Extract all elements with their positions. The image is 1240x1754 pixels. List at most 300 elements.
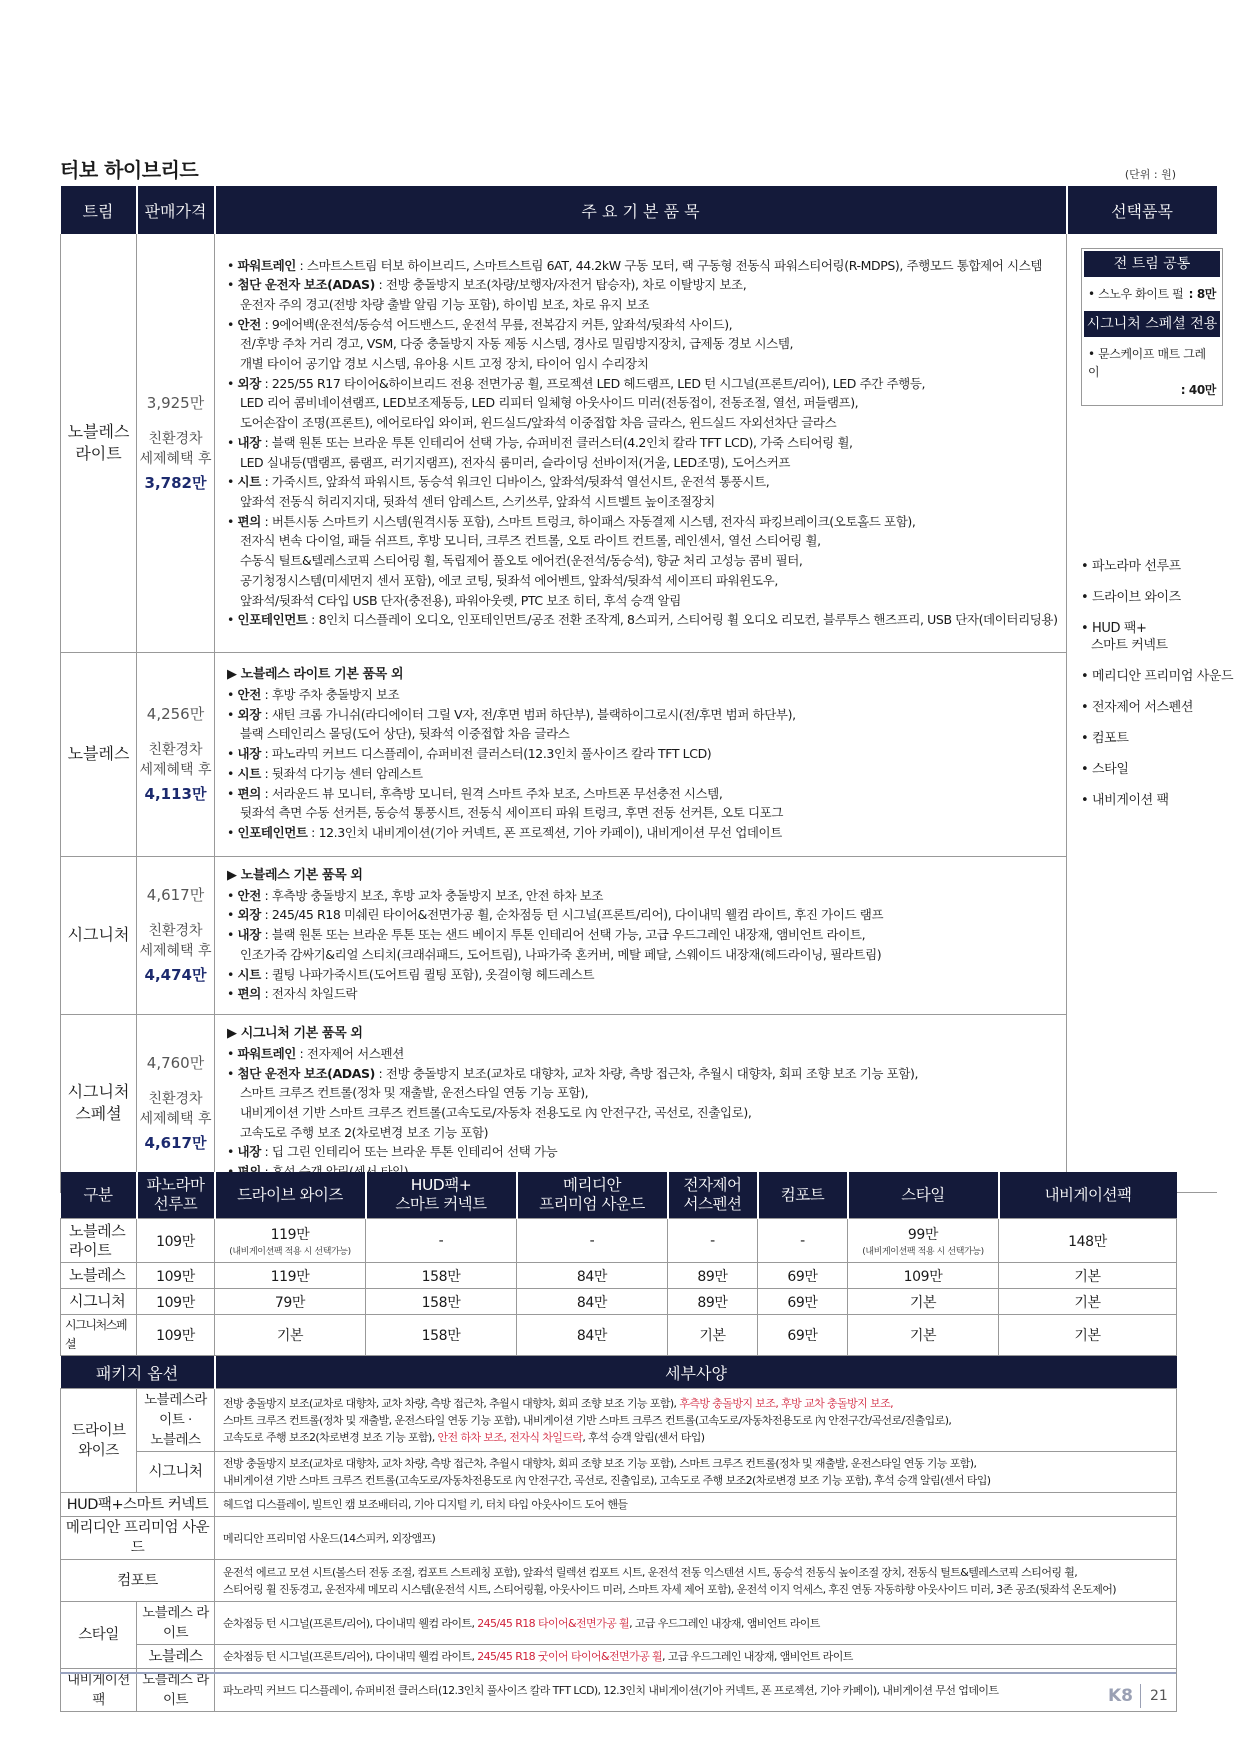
- feature-line-cont: 수동식 틸트&텔레스코픽 스티어링 휠, 독립제어 풀오토 에어컨(운전석/동승석), 향균 처리 고성능 콤비 필터,: [240, 553, 803, 569]
- spec-line: [223, 1682, 1168, 1699]
- feature-line-cont: 블랙 스테인리스 몰딩(도어 상단), 뒷좌석 이중접합 차음 글라스: [240, 726, 570, 742]
- option-price: 109만: [156, 1294, 195, 1311]
- package-row: [61, 1389, 1177, 1452]
- feature-line-cont: 도어손잡이 조명(프론트), 에어로타입 와이퍼, 윈드실드/앞좌석 이중접합 차음 글라스, 윈드실드 자외선차단 글라스: [240, 415, 837, 431]
- package-row: [61, 1669, 1177, 1712]
- feature-text: : 퀼팅 나파가죽시트(도어트림 퀼팅 포함), 옷걸이형 헤드레스트: [260, 966, 595, 982]
- trim-row: [61, 652, 1217, 856]
- option-price: 109만: [903, 1268, 943, 1285]
- spec-line: [223, 1530, 1168, 1547]
- spec-text: , 후석 승객 알림(센서 타입): [582, 1430, 705, 1444]
- option-item: • 전자제어 서스펜션: [1081, 700, 1193, 715]
- option-price: 69만: [787, 1294, 818, 1311]
- feature-line-cont: 내비게이션 기반 스마트 크루즈 컨트롤(고속도로/자동차 전용도로 內 안전구간, 곡선로, 진출입로),: [240, 1105, 752, 1120]
- package-spec: [215, 1560, 1177, 1602]
- feature-category: 시트: [237, 966, 261, 982]
- common-color-item: [1082, 279, 1222, 309]
- feature-line: • 편의 : 서라운드 뷰 모니터, 후측방 모니터, 원격 스마트 주차 보조, 스마트폰 무선충전 시스템,: [227, 785, 723, 801]
- option-price: -: [589, 1232, 595, 1249]
- trim-name-line: 라이트: [75, 443, 122, 463]
- color-name: • 문스케이프 매트 그레이: [1088, 347, 1206, 379]
- package-row: [61, 1602, 1177, 1645]
- option-price-cell: [999, 1263, 1177, 1289]
- feature-text: : 파노라믹 커브드 디스플레이, 슈퍼비전 클러스터(12.3인치 풀사이즈 칼라 TFT LCD): [260, 746, 712, 762]
- option-price: 109만: [156, 1328, 195, 1344]
- package-trim: 시그니처: [137, 1452, 215, 1493]
- feature-category: 첨단 운전자 보조(ADAS): [237, 277, 375, 293]
- feature-text: : 전방 충돌방지 보조(차량/보행자/자전거 탑승자), 차로 이탈방지 보조,: [374, 277, 747, 293]
- feature-text: : 새틴 크롬 가니쉬(라디에이터 그릴 V자, 전/후면 범퍼 하단부), 블랙하이그로시(전/후면 범퍼 하단부),: [260, 706, 796, 722]
- option-price-cell: [366, 1289, 517, 1315]
- feature-text: : 버튼시동 스마트키 시스템(원격시동 포함), 스마트 트렁크, 하이패스 자동결제 시스템, 전자식 파킹브레이크(오토홀드 포함),: [260, 513, 916, 529]
- feature-category: 편의: [237, 986, 261, 1002]
- benefit-label: 세제혜택 후: [139, 1111, 212, 1127]
- col-header-trim: 트림: [61, 186, 137, 234]
- feature-line-cont: LED 리어 콤비네이션램프, LED보조제동등, LED 리피터 일체형 아웃사이드 미러(전동접이, 전동조절, 열선, 퍼들램프),: [240, 395, 859, 411]
- trim-name: [61, 1014, 137, 1192]
- package-name: 내비게이션팩: [61, 1669, 137, 1712]
- feature-line: • 외장 : 245/45 R18 미쉐린 타이어&전면가공 휠, 순차점등 턴 시그널(프론트/리어), 다이내믹 웰컴 라이트, 후진 가이드 램프: [227, 907, 884, 923]
- package-name: 스타일: [61, 1602, 137, 1669]
- feature-line: • 파워트레인 : 전자제어 서스펜션: [227, 1045, 404, 1061]
- col-header-features: 주 요 기 본 품 목: [215, 186, 1067, 234]
- price-after-benefit: 4,113만: [144, 785, 207, 803]
- feature-text: : 블랙 원톤 또는 브라운 투톤 인테리어 선택 가능, 슈퍼비전 클러스터(4.2인치 칼라 TFT LCD), 가죽 스티어링 휠,: [260, 434, 853, 450]
- option-price-cell: [668, 1289, 758, 1315]
- feature-line-cont: 앞좌석/뒷좌석 C타입 USB 단자(충전용), 파워아웃렛, PTC 보조 히터, 후석 승객 알림: [240, 592, 681, 608]
- feature-group-header: ▶ 노블레스 기본 품목 외: [227, 868, 363, 884]
- feature-line-cont: LED 실내등(맵램프, 룸램프, 러기지램프), 전자식 룸미러, 슬라이딩 선바이저(거울, LED조명), 도어스커프: [240, 454, 791, 470]
- option-price: 109만: [156, 1233, 195, 1250]
- option-price: 119만: [270, 1268, 310, 1285]
- base-price: 4,617만: [146, 886, 205, 904]
- feature-text: : 전방 충돌방지 보조(교차로 대향차, 교차 차량, 측방 접근차, 추월시 대향차, 회피 조향 보조 기능 포함),: [374, 1065, 919, 1081]
- spec-text: 내비게이션 기반 스마트 크루즈 컨트롤(고속도로/자동차전용도로 內 안전구간, 곡선로, 진출입로), 고속도로 주행 보조2(차로변경 보조 기능 포함), 후석 승객 알림(센서 타입): [223, 1474, 991, 1487]
- trim-price: [137, 652, 215, 856]
- feature-line-cont: 인조가죽 감싸기&리얼 스티치(크래쉬패드, 도어트림), 나파가죽 혼커버, 메탈 페달, 스웨이드 내장재(헤드라이닝, 필라트림): [240, 946, 882, 962]
- spec-line: [223, 1412, 1168, 1429]
- base-price: 4,256만: [146, 705, 205, 723]
- price-col-header: 메리디안 프리미엄 사운드: [517, 1172, 668, 1219]
- option-price-table: [60, 1172, 1177, 1356]
- feature-line: • 인포테인먼트 : 12.3인치 내비게이션(기아 커넥트, 폰 프로젝션, 기아 카페이), 내비게이션 무선 업데이트: [227, 824, 782, 840]
- option-price-cell: [758, 1315, 848, 1356]
- option-price-cell: [848, 1289, 999, 1315]
- feature-category: 인포테인먼트: [237, 612, 308, 628]
- brand-label: K8: [1108, 1686, 1134, 1706]
- col-header-package: 패키지 옵션: [61, 1356, 215, 1389]
- feature-text: : 전자제어 서스펜션: [295, 1045, 404, 1061]
- feature-line: • 외장 : 새틴 크롬 가니쉬(라디에이터 그릴 V자, 전/후면 범퍼 하단부), 블랙하이그로시(전/후면 범퍼 하단부),: [227, 706, 796, 722]
- option-price: 69만: [787, 1268, 818, 1285]
- benefit-label: 친환경차: [148, 1091, 203, 1107]
- spec-text: 고속도로 주행 보조2(차로변경 보조 기능 포함),: [223, 1430, 438, 1444]
- feature-list: [215, 1014, 1067, 1192]
- price-col-header: 드라이브 와이즈: [215, 1172, 366, 1219]
- option-price: 기본: [1074, 1268, 1101, 1285]
- feature-line: • 시트 : 뒷좌석 다기능 센터 암레스트: [227, 765, 423, 781]
- option-item: • 메리디안 프리미엄 사운드: [1081, 669, 1234, 684]
- feature-line: • 내장 : 파노라믹 커브드 디스플레이, 슈퍼비전 클러스터(12.3인치 풀사이즈 칼라 TFT LCD): [227, 746, 712, 762]
- trim-table: [60, 186, 1234, 1193]
- base-price: 3,925만: [146, 393, 205, 412]
- feature-category: 편의: [237, 513, 261, 529]
- package-spec: [215, 1389, 1177, 1452]
- feature-line-cont: 공기청정시스템(미세먼지 센서 포함), 에코 코팅, 뒷좌석 에어벤트, 앞좌석/뒷좌석 세이프티 파워윈도우,: [240, 572, 778, 588]
- spec-line: [223, 1564, 1168, 1581]
- feature-line: • 첨단 운전자 보조(ADAS) : 전방 충돌방지 보조(차량/보행자/자전거 탑승자), 차로 이탈방지 보조,: [227, 277, 747, 293]
- spec-line: [223, 1615, 1168, 1632]
- feature-line: • 파워트레인 : 스마트스트림 터보 하이브리드, 스마트스트림 6AT, 44.2kW 구동 모터, 랙 구동형 전동식 파워스티어링(R-MDPS), 주행모드 통합제어 시스템: [227, 257, 1043, 273]
- price-row-label: 노블레스: [61, 1263, 137, 1289]
- trim-row: [61, 856, 1217, 1014]
- spec-line: [223, 1472, 1168, 1489]
- feature-group-header: ▶ 노블레스 라이트 기본 품목 외: [227, 667, 404, 683]
- option-price-cell: [848, 1263, 999, 1289]
- option-price: 69만: [787, 1328, 818, 1344]
- feature-line: • 인포테인먼트 : 8인치 디스플레이 오디오, 인포테인먼트/공조 전환 조작계, 8스피커, 스티어링 휠 오디오 리모컨, 블루투스 핸즈프리, USB 단자(데이터리딩용): [227, 612, 1058, 628]
- option-price-cell: [137, 1263, 215, 1289]
- feature-text: : 후방 주차 충돌방지 보조: [260, 687, 400, 703]
- signature-color-item: [1082, 339, 1222, 405]
- package-name: 컴포트: [61, 1560, 215, 1602]
- price-col-header: 스타일: [848, 1172, 999, 1219]
- option-price: 79만: [274, 1294, 306, 1311]
- feature-line-cont: 전자식 변속 다이얼, 패들 쉬프트, 후방 모니터, 크루즈 컨트롤, 오토 라이트 컨트롤, 레인센서, 열선 스티어링 휠,: [240, 533, 821, 549]
- option-item: • HUD 팩+: [1081, 621, 1147, 636]
- option-price: 158만: [421, 1294, 461, 1311]
- option-price-cell: [668, 1263, 758, 1289]
- feature-line: • 내장 : 딥 그린 인테리어 또는 브라운 투톤 인테리어 선택 가능: [227, 1144, 558, 1160]
- feature-category: 파워트레인: [237, 1045, 296, 1061]
- price-after-benefit: 4,474만: [144, 966, 207, 984]
- feature-line: • 편의 : 버튼시동 스마트키 시스템(원격시동 포함), 스마트 트렁크, 하이패스 자동결제 시스템, 전자식 파킹브레이크(오토홀드 포함),: [227, 513, 916, 529]
- feature-line: • 안전 : 후측방 충돌방지 보조, 후방 교차 충돌방지 보조, 안전 하차 보조: [227, 887, 604, 903]
- option-price: -: [710, 1232, 715, 1249]
- package-table: [60, 1356, 1177, 1712]
- benefit-label: 세제혜택 후: [139, 943, 212, 959]
- trim-name: [61, 234, 137, 652]
- spec-text: , 고급 우드그레인 내장재, 앰비언트 라이트: [662, 1650, 853, 1663]
- package-spec: [215, 1645, 1177, 1669]
- benefit-label: 친환경차: [148, 430, 203, 447]
- col-header-spec: 세부사양: [215, 1356, 1177, 1389]
- feature-line-cont: 스마트 크루즈 컨트롤(정차 및 재출발, 운전스타일 연동 기능 포함),: [240, 1085, 589, 1101]
- package-spec: [215, 1669, 1177, 1712]
- spec-highlight: 245/45 R18 타이어&전면가공 휠: [477, 1616, 630, 1630]
- package-row: [61, 1452, 1177, 1493]
- feature-category: 내장: [237, 1144, 261, 1160]
- option-item: • 드라이브 와이즈: [1081, 590, 1181, 605]
- price-col-header: 구분: [61, 1172, 137, 1219]
- feature-text: : 225/55 R17 타이어&하이브리드 전용 전면가공 휠, 프로젝션 LED 헤드램프, LED 턴 시그널(프론트/리어), LED 주간 주행등,: [260, 375, 926, 391]
- spec-text: , 고급 우드그레인 내장재, 앰비언트 라이트: [629, 1616, 820, 1630]
- option-price-cell: [999, 1219, 1177, 1263]
- package-trim: 노블레스라이트 · 노블레스: [137, 1389, 215, 1452]
- package-name: HUD팩+스마트 커넥트: [61, 1493, 215, 1517]
- feature-line: • 내장 : 블랙 원톤 또는 브라운 투톤 인테리어 선택 가능, 슈퍼비전 클러스터(4.2인치 칼라 TFT LCD), 가죽 스티어링 휠,: [227, 434, 853, 450]
- trim-price: [137, 1014, 215, 1192]
- feature-line: • 첨단 운전자 보조(ADAS) : 전방 충돌방지 보조(교차로 대향차, 교차 차량, 측방 접근차, 추월시 대향차, 회피 조향 보조 기능 포함),: [227, 1065, 919, 1081]
- feature-category: 안전: [237, 887, 261, 903]
- option-price-cell: [758, 1263, 848, 1289]
- feature-line: • 안전 : 9에어백(운전석/동승석 어드밴스드, 운전석 무릎, 전복감지 커튼, 앞좌석/뒷좌석 사이드),: [227, 316, 733, 332]
- option-price: 84만: [576, 1328, 608, 1344]
- option-price: 기본: [276, 1328, 304, 1344]
- package-row: [61, 1517, 1177, 1560]
- option-price-cell: [999, 1315, 1177, 1356]
- option-price-note: (내비게이션팩 적용 시 선택가능): [229, 1247, 351, 1257]
- package-name: 드라이브 와이즈: [61, 1389, 137, 1493]
- feature-group-header: ▶ 시그니처 기본 품목 외: [227, 1026, 363, 1042]
- feature-text: : 뒷좌석 다기능 센터 암레스트: [260, 765, 423, 781]
- feature-text: : 후측방 충돌방지 보조, 후방 교차 충돌방지 보조, 안전 하차 보조: [260, 887, 604, 903]
- option-price-cell: [215, 1289, 366, 1315]
- spec-line: [223, 1581, 1168, 1598]
- option-price: 109만: [156, 1268, 195, 1285]
- price-row: [61, 1315, 1177, 1356]
- trim-name-line: 노블레스: [67, 421, 130, 441]
- spec-highlight: 245/45 R18 굿이어 타이어&전면가공 휠: [477, 1650, 663, 1663]
- option-price-cell: [517, 1263, 668, 1289]
- feature-text: : 블랙 원톤 또는 브라운 투톤 또는 샌드 베이지 투톤 인테리어 선택 가능, 고급 우드그레인 내장재, 앰비언트 라이트,: [260, 927, 866, 943]
- feature-category: 안전: [237, 316, 261, 332]
- spec-text: 스마트 크루즈 컨트롤(정차 및 재출발, 운전스타일 연동 기능 포함), 내비게이션 기반 스마트 크루즈 컨트롤(고속도로/자동차전용도로 內 안전구간/곡선로/진출입로),: [223, 1413, 952, 1427]
- option-price: 99만: [907, 1227, 939, 1243]
- price-row-label: 시그니처: [61, 1289, 137, 1315]
- option-price: -: [438, 1232, 444, 1249]
- spec-text: 순차점등 턴 시그널(프론트/리어), 다이내믹 웰컴 라이트,: [223, 1616, 478, 1630]
- spec-text: 헤드업 디스플레이, 빌트인 캠 보조배터리, 기아 디지털 키, 터치 타입 아웃사이드 도어 핸들: [223, 1498, 628, 1511]
- color-price: : 8만: [1188, 287, 1216, 301]
- feature-line-cont: 뒷좌석 측면 수동 선커튼, 동승석 통풍시트, 전동식 세이프티 파워 트렁크, 후면 전동 선커튼, 오토 디포그: [240, 805, 783, 821]
- col-header-price: 판매가격: [137, 186, 215, 234]
- option-price: 기본: [1074, 1294, 1101, 1311]
- option-price-cell: [137, 1315, 215, 1356]
- page-separator: [1140, 1684, 1141, 1708]
- option-item: • 내비게이션 팩: [1081, 793, 1169, 808]
- trim-name: [61, 652, 137, 856]
- option-price-cell: [215, 1219, 366, 1263]
- price-col-header: 파노라마 선루프: [137, 1172, 215, 1219]
- feature-category: 내장: [237, 434, 261, 450]
- feature-category: 인포테인먼트: [237, 824, 308, 840]
- spec-text: 메리디안 프리미엄 사운드(14스피커, 외장앰프): [223, 1531, 436, 1545]
- footer-divider: [60, 1672, 1176, 1674]
- option-price-cell: [366, 1219, 517, 1263]
- trim-name: [61, 856, 137, 1014]
- price-col-header: 내비게이션팩: [999, 1172, 1177, 1219]
- feature-category: 편의: [237, 785, 261, 801]
- price-row: [61, 1289, 1177, 1315]
- spec-line: [223, 1648, 1168, 1665]
- spec-text: 파노라믹 커브드 디스플레이, 슈퍼비전 클러스터(12.3인치 풀사이즈 칼라 TFT LCD), 12.3인치 내비게이션(기아 커넥트, 폰 프로젝션, 기아 카페이), 내비게이션 무선 업데이트: [223, 1683, 999, 1697]
- option-item: • 스타일: [1081, 762, 1129, 777]
- option-price: 기본: [909, 1294, 937, 1311]
- trim-row: [61, 1014, 1217, 1192]
- spec-highlight: 안전 하차 보조, 전자식 차일드락: [437, 1430, 583, 1444]
- package-trim: 노블레스 라이트: [137, 1602, 215, 1645]
- option-price-cell: [848, 1219, 999, 1263]
- trim-name-line: 노블레스: [67, 744, 130, 763]
- trim-price: [137, 234, 215, 652]
- spec-line: [223, 1395, 1168, 1412]
- feature-line-cont: 앞좌석 전동식 허리지지대, 뒷좌석 센터 암레스트, 스키쓰루, 앞좌석 시트벨트 높이조절장치: [240, 494, 715, 509]
- trim-name-line: 스페셜: [75, 1104, 122, 1123]
- page-title: 터보 하이브리드: [60, 158, 199, 182]
- option-column: [1067, 234, 1234, 1192]
- package-row: [61, 1645, 1177, 1669]
- option-price-cell: [668, 1219, 758, 1263]
- unit-label: (단위 : 원): [1124, 168, 1176, 181]
- feature-category: 내장: [237, 746, 261, 762]
- option-price-cell: [366, 1263, 517, 1289]
- option-price-cell: [848, 1315, 999, 1356]
- option-price-cell: [215, 1315, 366, 1356]
- price-col-header: 컴포트: [758, 1172, 848, 1219]
- package-trim: 노블레스 라이트: [137, 1669, 215, 1712]
- feature-text: : 스마트스트림 터보 하이브리드, 스마트스트림 6AT, 44.2kW 구동 모터, 랙 구동형 전동식 파워스티어링(R-MDPS), 주행모드 통합제어 시스템: [295, 257, 1043, 273]
- feature-line-cont: 운전자 주의 경고(전방 차량 출발 알림 기능 포함), 하이빔 보조, 차로 유지 보조: [240, 296, 650, 312]
- option-price: 89만: [697, 1268, 728, 1285]
- spec-text: 전방 충돌방지 보조(교차로 대향차, 교차 차량, 측방 접근차, 추월시 대향차, 회피 조향 보조 기능 포함), 스마트 크루즈 컨트롤(정차 및 재출발, 운전스타일 연동 기능 포함),: [223, 1457, 977, 1470]
- trim-row: [61, 234, 1217, 652]
- option-price-cell: [517, 1219, 668, 1263]
- package-name: 메리디안 프리미엄 사운드: [61, 1517, 215, 1560]
- package-spec: [215, 1517, 1177, 1560]
- option-price: 89만: [697, 1294, 728, 1311]
- feature-category: 외장: [237, 375, 261, 391]
- spec-text: 스티어링 휠 진동경고, 운전자세 메모리 시스템(운전석 시트, 스티어링휠, 아웃사이드 미러, 스마트 자세 제어 포함), 운전석 이지 억세스, 후진 연동 자동하향 아웃사이드 미러, 3존 공조(뒷좌석 온도제어): [223, 1582, 1116, 1596]
- feature-text: : 딥 그린 인테리어 또는 브라운 투톤 인테리어 선택 가능: [260, 1144, 558, 1160]
- option-price-cell: [137, 1219, 215, 1263]
- option-item: • 컴포트: [1081, 731, 1129, 746]
- price-row: [61, 1219, 1177, 1263]
- feature-line: • 외장 : 225/55 R17 타이어&하이브리드 전용 전면가공 휠, 프로젝션 LED 헤드램프, LED 턴 시그널(프론트/리어), LED 주간 주행등,: [227, 375, 926, 391]
- feature-line: • 안전 : 후방 주차 충돌방지 보조: [227, 687, 400, 703]
- benefit-label: 세제혜택 후: [139, 762, 212, 778]
- package-row: [61, 1493, 1177, 1517]
- feature-text: : 8인치 디스플레이 오디오, 인포테인먼트/공조 전환 조작계, 8스피커, 스티어링 휠 오디오 리모컨, 블루투스 핸즈프리, USB 단자(데이터리딩용): [307, 612, 1058, 628]
- trim-name-line: 시그니처: [67, 1082, 130, 1101]
- spec-line: [223, 1455, 1168, 1472]
- option-price: 119만: [270, 1227, 310, 1243]
- option-price: 84만: [576, 1268, 608, 1285]
- spec-highlight: 후측방 충돌방지 보조, 후방 교차 충돌방지 보조,: [679, 1396, 893, 1410]
- package-row: [61, 1560, 1177, 1602]
- price-row-label: 노블레스 라이트: [61, 1219, 137, 1263]
- option-price: 기본: [909, 1328, 937, 1344]
- feature-category: 시트: [237, 474, 261, 490]
- feature-category: 내장: [237, 927, 261, 943]
- feature-list: [215, 856, 1067, 1014]
- benefit-label: 친환경차: [148, 923, 203, 939]
- option-price: 기본: [699, 1328, 726, 1344]
- option-price-cell: [517, 1315, 668, 1356]
- feature-text: : 9에어백(운전석/동승석 어드밴스드, 운전석 무릎, 전복감지 커튼, 앞좌석/뒷좌석 사이드),: [260, 316, 733, 332]
- spec-text: 전방 충돌방지 보조(교차로 대향차, 교차 차량, 측방 접근차, 추월시 대향차, 회피 조향 보조 기능 포함),: [223, 1396, 680, 1410]
- benefit-label: 친환경차: [148, 742, 203, 758]
- price-row-label: 시그니처스페셜: [61, 1315, 137, 1356]
- feature-line: • 내장 : 블랙 원톤 또는 브라운 투톤 또는 샌드 베이지 투톤 인테리어 선택 가능, 고급 우드그레인 내장재, 앰비언트 라이트,: [227, 927, 866, 943]
- option-price-cell: [517, 1289, 668, 1315]
- option-list: [1081, 558, 1240, 823]
- benefit-label: 세제혜택 후: [139, 450, 212, 467]
- feature-text: : 전자식 차일드락: [260, 986, 358, 1002]
- price-after-benefit: 4,617만: [144, 1134, 207, 1152]
- option-price: 158만: [421, 1268, 461, 1285]
- spec-line: [223, 1496, 1168, 1513]
- price-after-benefit: 3,782만: [144, 473, 207, 492]
- option-price: 84만: [576, 1294, 608, 1311]
- package-spec: [215, 1493, 1177, 1517]
- feature-list: [215, 234, 1067, 652]
- option-price-cell: [137, 1289, 215, 1315]
- price-col-header: HUD팩+ 스마트 커넥트: [366, 1172, 517, 1219]
- feature-line-cont: 고속도로 주행 보조 2(차로변경 보조 기능 포함): [240, 1124, 489, 1140]
- common-color-header: 전 트림 공통: [1083, 250, 1221, 278]
- package-trim: 노블레스: [137, 1645, 215, 1669]
- color-price: : 40만: [1180, 383, 1216, 397]
- price-col-header: 전자제어 서스펜션: [668, 1172, 758, 1219]
- spec-line: [223, 1429, 1168, 1446]
- option-item: • 파노라마 선루프: [1081, 559, 1181, 574]
- option-price-cell: [668, 1315, 758, 1356]
- option-item: 스마트 커넥트: [1091, 638, 1168, 653]
- package-spec: [215, 1602, 1177, 1645]
- spec-text: 순차점등 턴 시그널(프론트/리어), 다이내믹 웰컴 라이트,: [223, 1650, 478, 1663]
- package-spec: [215, 1452, 1177, 1493]
- trim-name-line: 시그니처: [67, 925, 130, 944]
- feature-category: 안전: [237, 687, 261, 703]
- feature-text: : 서라운드 뷰 모니터, 후측방 모니터, 원격 스마트 주차 보조, 스마트폰 무선충전 시스템,: [260, 785, 723, 801]
- feature-text: : 가죽시트, 앞좌석 파워시트, 동승석 워크인 디바이스, 앞좌석/뒷좌석 열선시트, 운전석 통풍시트,: [260, 474, 770, 490]
- base-price: 4,760만: [146, 1054, 205, 1072]
- feature-category: 첨단 운전자 보조(ADAS): [237, 1065, 375, 1081]
- color-name: • 스노우 화이트 펄: [1088, 287, 1184, 301]
- feature-category: 파워트레인: [237, 257, 296, 273]
- feature-category: 외장: [237, 706, 261, 722]
- option-price-cell: [758, 1289, 848, 1315]
- option-price-cell: [215, 1263, 366, 1289]
- feature-line: • 시트 : 퀼팅 나파가죽시트(도어트림 퀼팅 포함), 옷걸이형 헤드레스트: [227, 966, 595, 982]
- option-price-cell: [999, 1289, 1177, 1315]
- price-row: [61, 1263, 1177, 1289]
- col-header-options: 선택품목: [1067, 186, 1217, 234]
- option-price: -: [800, 1232, 805, 1249]
- signature-color-header: 시그니처 스페셜 전용: [1083, 310, 1221, 338]
- feature-list: [215, 652, 1067, 856]
- feature-text: : 12.3인치 내비게이션(기아 커넥트, 폰 프로젝션, 기아 카페이), 내비게이션 무선 업데이트: [307, 824, 782, 840]
- option-price: 158만: [421, 1328, 461, 1344]
- feature-category: 시트: [237, 765, 261, 781]
- feature-text: : 245/45 R18 미쉐린 타이어&전면가공 휠, 순차점등 턴 시그널(프론트/리어), 다이내믹 웰컴 라이트, 후진 가이드 램프: [260, 907, 884, 923]
- feature-line: • 편의 : 전자식 차일드락: [227, 986, 358, 1002]
- option-price-cell: [366, 1315, 517, 1356]
- feature-line: • 시트 : 가죽시트, 앞좌석 파워시트, 동승석 워크인 디바이스, 앞좌석/뒷좌석 열선시트, 운전석 통풍시트,: [227, 474, 770, 490]
- option-price-cell: [758, 1219, 848, 1263]
- trim-price: [137, 856, 215, 1014]
- option-price: 148만: [1068, 1233, 1107, 1250]
- spec-text: 운전석 에르고 모션 시트(볼스터 전동 조절, 컴포트 스트레칭 포함), 앞좌석 릴렉션 컴포트 시트, 운전석 전동 익스텐션 시트, 동승석 전동식 높이조절 장치, 전동식 틸트&텔레스코픽 스티어링 휠,: [223, 1565, 1078, 1579]
- feature-line-cont: 전/후방 주차 거리 경고, VSM, 다중 충돌방지 자동 제동 시스템, 경사로 밀림방지장치, 급제동 경보 시스템,: [240, 336, 794, 352]
- option-price-note: (내비게이션팩 적용 시 선택가능): [862, 1247, 984, 1257]
- feature-category: 외장: [237, 907, 261, 923]
- option-price: 기본: [1074, 1328, 1101, 1344]
- color-option-box: [1081, 248, 1223, 406]
- feature-line-cont: 개별 타이어 공기압 경보 시스템, 유아용 시트 고정 장치, 타이어 임시 수리장치: [240, 356, 649, 372]
- page-number: 21: [1150, 1688, 1168, 1704]
